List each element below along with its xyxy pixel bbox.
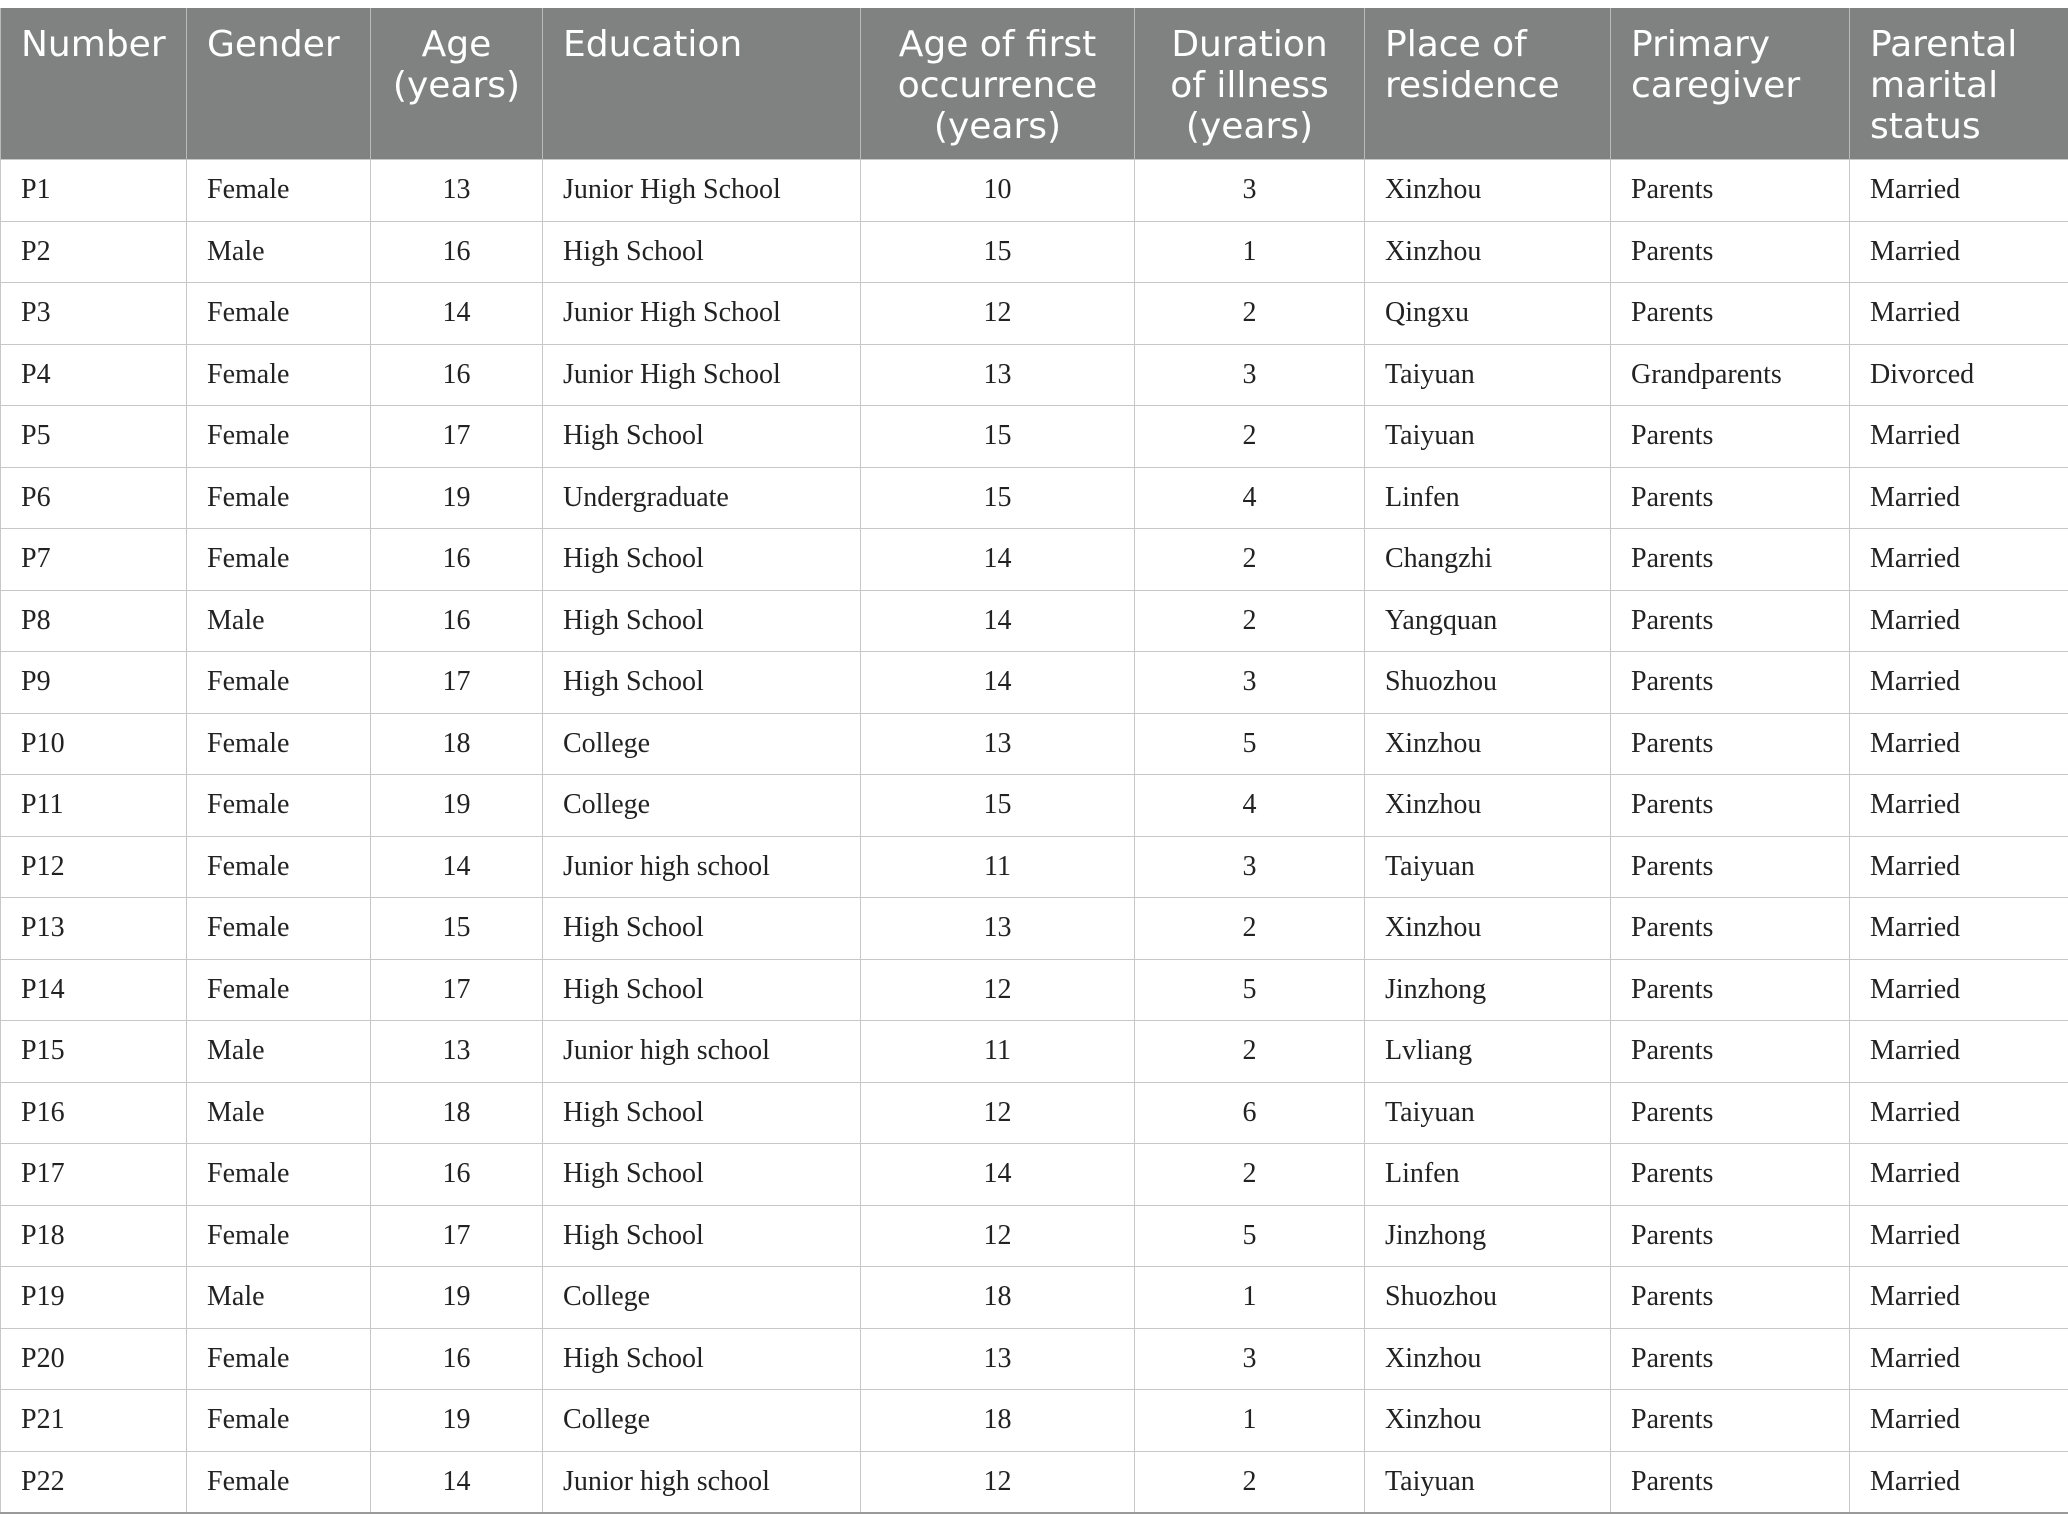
cell-place-of-residence: Taiyuan	[1365, 406, 1611, 468]
cell-duration-of-illness: 5	[1135, 959, 1365, 1021]
cell-place-of-residence: Lvliang	[1365, 1021, 1611, 1083]
cell-age-first-occurrence: 13	[861, 1328, 1135, 1390]
cell-education: Junior high school	[543, 1021, 861, 1083]
cell-place-of-residence: Xinzhou	[1365, 898, 1611, 960]
cell-education: Junior High School	[543, 160, 861, 222]
cell-primary-caregiver: Parents	[1611, 713, 1850, 775]
table-row	[1, 1451, 2068, 1513]
cell-age: 16	[371, 590, 543, 652]
cell-primary-caregiver: Parents	[1611, 1144, 1850, 1206]
cell-parental-marital-status: Married	[1850, 1328, 2068, 1390]
cell-education: Junior high school	[543, 836, 861, 898]
cell-parental-marital-status: Married	[1850, 1205, 2068, 1267]
cell-education: High School	[543, 406, 861, 468]
cell-number: P4	[1, 344, 187, 406]
column-header-primary-caregiver: Primary caregiver	[1611, 8, 1850, 160]
cell-parental-marital-status: Married	[1850, 959, 2068, 1021]
cell-education: Junior high school	[543, 1451, 861, 1513]
cell-education: High School	[543, 652, 861, 714]
cell-parental-marital-status: Married	[1850, 898, 2068, 960]
cell-duration-of-illness: 3	[1135, 836, 1365, 898]
cell-parental-marital-status: Married	[1850, 713, 2068, 775]
cell-education: High School	[543, 590, 861, 652]
cell-age: 14	[371, 283, 543, 345]
cell-age: 19	[371, 775, 543, 837]
cell-age: 19	[371, 467, 543, 529]
cell-age-first-occurrence: 12	[861, 1082, 1135, 1144]
cell-age-first-occurrence: 15	[861, 467, 1135, 529]
cell-age: 17	[371, 406, 543, 468]
table-row	[1, 1390, 2068, 1452]
cell-duration-of-illness: 4	[1135, 467, 1365, 529]
cell-primary-caregiver: Parents	[1611, 836, 1850, 898]
cell-parental-marital-status: Married	[1850, 652, 2068, 714]
cell-place-of-residence: Xinzhou	[1365, 160, 1611, 222]
cell-primary-caregiver: Parents	[1611, 1021, 1850, 1083]
cell-place-of-residence: Taiyuan	[1365, 1451, 1611, 1513]
cell-gender: Female	[187, 160, 371, 222]
cell-gender: Female	[187, 344, 371, 406]
table-row	[1, 467, 2068, 529]
cell-age: 16	[371, 529, 543, 591]
cell-gender: Female	[187, 1205, 371, 1267]
table-row	[1, 344, 2068, 406]
cell-duration-of-illness: 3	[1135, 1328, 1365, 1390]
cell-number: P5	[1, 406, 187, 468]
cell-age: 15	[371, 898, 543, 960]
cell-duration-of-illness: 1	[1135, 221, 1365, 283]
cell-number: P21	[1, 1390, 187, 1452]
column-header-duration-of-illness: Duration of illness (years)	[1135, 8, 1365, 160]
cell-number: P8	[1, 590, 187, 652]
cell-age-first-occurrence: 12	[861, 283, 1135, 345]
cell-education: High School	[543, 221, 861, 283]
cell-age-first-occurrence: 13	[861, 898, 1135, 960]
cell-parental-marital-status: Married	[1850, 467, 2068, 529]
cell-number: P11	[1, 775, 187, 837]
cell-parental-marital-status: Married	[1850, 160, 2068, 222]
cell-number: P19	[1, 1267, 187, 1329]
cell-duration-of-illness: 2	[1135, 529, 1365, 591]
table-row	[1, 959, 2068, 1021]
cell-number: P16	[1, 1082, 187, 1144]
table-row	[1, 1082, 2068, 1144]
cell-number: P13	[1, 898, 187, 960]
cell-primary-caregiver: Parents	[1611, 160, 1850, 222]
cell-primary-caregiver: Parents	[1611, 221, 1850, 283]
cell-primary-caregiver: Parents	[1611, 775, 1850, 837]
cell-place-of-residence: Yangquan	[1365, 590, 1611, 652]
cell-number: P15	[1, 1021, 187, 1083]
cell-number: P22	[1, 1451, 187, 1513]
cell-place-of-residence: Taiyuan	[1365, 1082, 1611, 1144]
column-header-age-first-occurrence: Age of first occurrence (years)	[861, 8, 1135, 160]
cell-primary-caregiver: Parents	[1611, 529, 1850, 591]
cell-duration-of-illness: 3	[1135, 344, 1365, 406]
cell-age-first-occurrence: 12	[861, 1205, 1135, 1267]
cell-primary-caregiver: Parents	[1611, 898, 1850, 960]
table-row	[1, 713, 2068, 775]
cell-education: College	[543, 1390, 861, 1452]
cell-parental-marital-status: Married	[1850, 1144, 2068, 1206]
cell-number: P14	[1, 959, 187, 1021]
cell-age-first-occurrence: 18	[861, 1267, 1135, 1329]
cell-duration-of-illness: 4	[1135, 775, 1365, 837]
cell-education: High School	[543, 1328, 861, 1390]
cell-duration-of-illness: 2	[1135, 590, 1365, 652]
cell-parental-marital-status: Married	[1850, 1390, 2068, 1452]
cell-education: High School	[543, 1144, 861, 1206]
table-row	[1, 652, 2068, 714]
cell-number: P10	[1, 713, 187, 775]
cell-age-first-occurrence: 14	[861, 1144, 1135, 1206]
cell-number: P12	[1, 836, 187, 898]
cell-primary-caregiver: Parents	[1611, 1267, 1850, 1329]
table-row	[1, 529, 2068, 591]
cell-number: P2	[1, 221, 187, 283]
cell-parental-marital-status: Married	[1850, 529, 2068, 591]
cell-parental-marital-status: Married	[1850, 1021, 2068, 1083]
table-row	[1, 1144, 2068, 1206]
cell-duration-of-illness: 2	[1135, 1144, 1365, 1206]
cell-place-of-residence: Xinzhou	[1365, 1390, 1611, 1452]
table-row	[1, 775, 2068, 837]
cell-number: P20	[1, 1328, 187, 1390]
cell-duration-of-illness: 5	[1135, 713, 1365, 775]
cell-parental-marital-status: Married	[1850, 775, 2068, 837]
cell-parental-marital-status: Married	[1850, 221, 2068, 283]
cell-number: P18	[1, 1205, 187, 1267]
cell-gender: Female	[187, 775, 371, 837]
cell-gender: Male	[187, 1021, 371, 1083]
cell-primary-caregiver: Parents	[1611, 406, 1850, 468]
cell-age-first-occurrence: 13	[861, 713, 1135, 775]
cell-parental-marital-status: Married	[1850, 1451, 2068, 1513]
cell-age-first-occurrence: 11	[861, 1021, 1135, 1083]
column-header-education: Education	[543, 8, 861, 160]
cell-primary-caregiver: Parents	[1611, 959, 1850, 1021]
header-row	[1, 8, 2068, 160]
column-header-number: Number	[1, 8, 187, 160]
column-header-gender: Gender	[187, 8, 371, 160]
cell-age: 14	[371, 836, 543, 898]
table-row	[1, 221, 2068, 283]
column-header-place-of-residence: Place of residence	[1365, 8, 1611, 160]
cell-gender: Male	[187, 1267, 371, 1329]
cell-age: 14	[371, 1451, 543, 1513]
table-row	[1, 1021, 2068, 1083]
cell-gender: Female	[187, 959, 371, 1021]
cell-parental-marital-status: Married	[1850, 406, 2068, 468]
cell-primary-caregiver: Parents	[1611, 283, 1850, 345]
cell-place-of-residence: Xinzhou	[1365, 775, 1611, 837]
cell-education: College	[543, 775, 861, 837]
cell-gender: Female	[187, 283, 371, 345]
cell-primary-caregiver: Parents	[1611, 1328, 1850, 1390]
cell-primary-caregiver: Parents	[1611, 1082, 1850, 1144]
cell-duration-of-illness: 2	[1135, 283, 1365, 345]
cell-number: P3	[1, 283, 187, 345]
table-row	[1, 898, 2068, 960]
cell-age: 16	[371, 1328, 543, 1390]
cell-duration-of-illness: 2	[1135, 1451, 1365, 1513]
cell-gender: Female	[187, 1390, 371, 1452]
cell-education: Junior High School	[543, 283, 861, 345]
cell-education: High School	[543, 1082, 861, 1144]
cell-age: 17	[371, 652, 543, 714]
cell-age: 18	[371, 1082, 543, 1144]
cell-number: P1	[1, 160, 187, 222]
cell-age-first-occurrence: 14	[861, 590, 1135, 652]
cell-duration-of-illness: 5	[1135, 1205, 1365, 1267]
cell-number: P6	[1, 467, 187, 529]
cell-age-first-occurrence: 14	[861, 652, 1135, 714]
cell-place-of-residence: Jinzhong	[1365, 1205, 1611, 1267]
cell-age: 16	[371, 1144, 543, 1206]
column-header-age: Age (years)	[371, 8, 543, 160]
cell-education: High School	[543, 959, 861, 1021]
cell-duration-of-illness: 3	[1135, 160, 1365, 222]
cell-primary-caregiver: Parents	[1611, 1205, 1850, 1267]
cell-education: High School	[543, 898, 861, 960]
cell-education: College	[543, 1267, 861, 1329]
cell-education: High School	[543, 529, 861, 591]
cell-gender: Male	[187, 590, 371, 652]
cell-parental-marital-status: Married	[1850, 1082, 2068, 1144]
table-row	[1, 1328, 2068, 1390]
cell-gender: Male	[187, 1082, 371, 1144]
cell-age: 13	[371, 1021, 543, 1083]
cell-duration-of-illness: 3	[1135, 652, 1365, 714]
cell-age: 13	[371, 160, 543, 222]
cell-gender: Female	[187, 652, 371, 714]
cell-age: 16	[371, 344, 543, 406]
column-header-parental-marital-status: Parental marital status	[1850, 8, 2068, 160]
table-row	[1, 406, 2068, 468]
cell-number: P17	[1, 1144, 187, 1206]
cell-age-first-occurrence: 18	[861, 1390, 1135, 1452]
cell-education: Junior High School	[543, 344, 861, 406]
cell-age-first-occurrence: 12	[861, 959, 1135, 1021]
cell-age: 17	[371, 959, 543, 1021]
table-row	[1, 283, 2068, 345]
cell-age: 17	[371, 1205, 543, 1267]
cell-place-of-residence: Qingxu	[1365, 283, 1611, 345]
cell-parental-marital-status: Married	[1850, 836, 2068, 898]
cell-place-of-residence: Taiyuan	[1365, 344, 1611, 406]
cell-age-first-occurrence: 10	[861, 160, 1135, 222]
cell-gender: Male	[187, 221, 371, 283]
table-row	[1, 1205, 2068, 1267]
cell-age: 16	[371, 221, 543, 283]
cell-place-of-residence: Taiyuan	[1365, 836, 1611, 898]
cell-primary-caregiver: Parents	[1611, 1390, 1850, 1452]
cell-parental-marital-status: Married	[1850, 1267, 2068, 1329]
cell-education: High School	[543, 1205, 861, 1267]
cell-duration-of-illness: 2	[1135, 898, 1365, 960]
cell-age-first-occurrence: 12	[861, 1451, 1135, 1513]
cell-duration-of-illness: 2	[1135, 406, 1365, 468]
cell-place-of-residence: Xinzhou	[1365, 713, 1611, 775]
cell-primary-caregiver: Grandparents	[1611, 344, 1850, 406]
table-row	[1, 836, 2068, 898]
table-body	[1, 160, 2068, 1513]
cell-gender: Female	[187, 1328, 371, 1390]
cell-age: 19	[371, 1390, 543, 1452]
table-row	[1, 1267, 2068, 1329]
cell-primary-caregiver: Parents	[1611, 467, 1850, 529]
cell-gender: Female	[187, 529, 371, 591]
cell-parental-marital-status: Married	[1850, 283, 2068, 345]
cell-gender: Female	[187, 898, 371, 960]
cell-age-first-occurrence: 13	[861, 344, 1135, 406]
cell-age-first-occurrence: 15	[861, 221, 1135, 283]
cell-place-of-residence: Linfen	[1365, 1144, 1611, 1206]
cell-place-of-residence: Shuozhou	[1365, 652, 1611, 714]
cell-age: 19	[371, 1267, 543, 1329]
participant-table-container	[0, 8, 2068, 1514]
cell-gender: Female	[187, 836, 371, 898]
cell-number: P9	[1, 652, 187, 714]
cell-place-of-residence: Jinzhong	[1365, 959, 1611, 1021]
cell-gender: Female	[187, 1451, 371, 1513]
cell-number: P7	[1, 529, 187, 591]
cell-place-of-residence: Xinzhou	[1365, 221, 1611, 283]
cell-place-of-residence: Shuozhou	[1365, 1267, 1611, 1329]
cell-age: 18	[371, 713, 543, 775]
table-row	[1, 160, 2068, 222]
cell-gender: Female	[187, 1144, 371, 1206]
cell-primary-caregiver: Parents	[1611, 590, 1850, 652]
cell-parental-marital-status: Married	[1850, 590, 2068, 652]
cell-duration-of-illness: 2	[1135, 1021, 1365, 1083]
cell-age-first-occurrence: 14	[861, 529, 1135, 591]
cell-place-of-residence: Linfen	[1365, 467, 1611, 529]
cell-gender: Female	[187, 467, 371, 529]
cell-primary-caregiver: Parents	[1611, 652, 1850, 714]
cell-place-of-residence: Changzhi	[1365, 529, 1611, 591]
cell-duration-of-illness: 1	[1135, 1390, 1365, 1452]
table-row	[1, 590, 2068, 652]
participant-characteristics-table	[0, 8, 2068, 1514]
cell-duration-of-illness: 6	[1135, 1082, 1365, 1144]
cell-age-first-occurrence: 15	[861, 406, 1135, 468]
cell-gender: Female	[187, 713, 371, 775]
cell-primary-caregiver: Parents	[1611, 1451, 1850, 1513]
cell-education: Undergraduate	[543, 467, 861, 529]
cell-parental-marital-status: Divorced	[1850, 344, 2068, 406]
cell-gender: Female	[187, 406, 371, 468]
cell-duration-of-illness: 1	[1135, 1267, 1365, 1329]
cell-education: College	[543, 713, 861, 775]
cell-age-first-occurrence: 11	[861, 836, 1135, 898]
cell-age-first-occurrence: 15	[861, 775, 1135, 837]
cell-place-of-residence: Xinzhou	[1365, 1328, 1611, 1390]
